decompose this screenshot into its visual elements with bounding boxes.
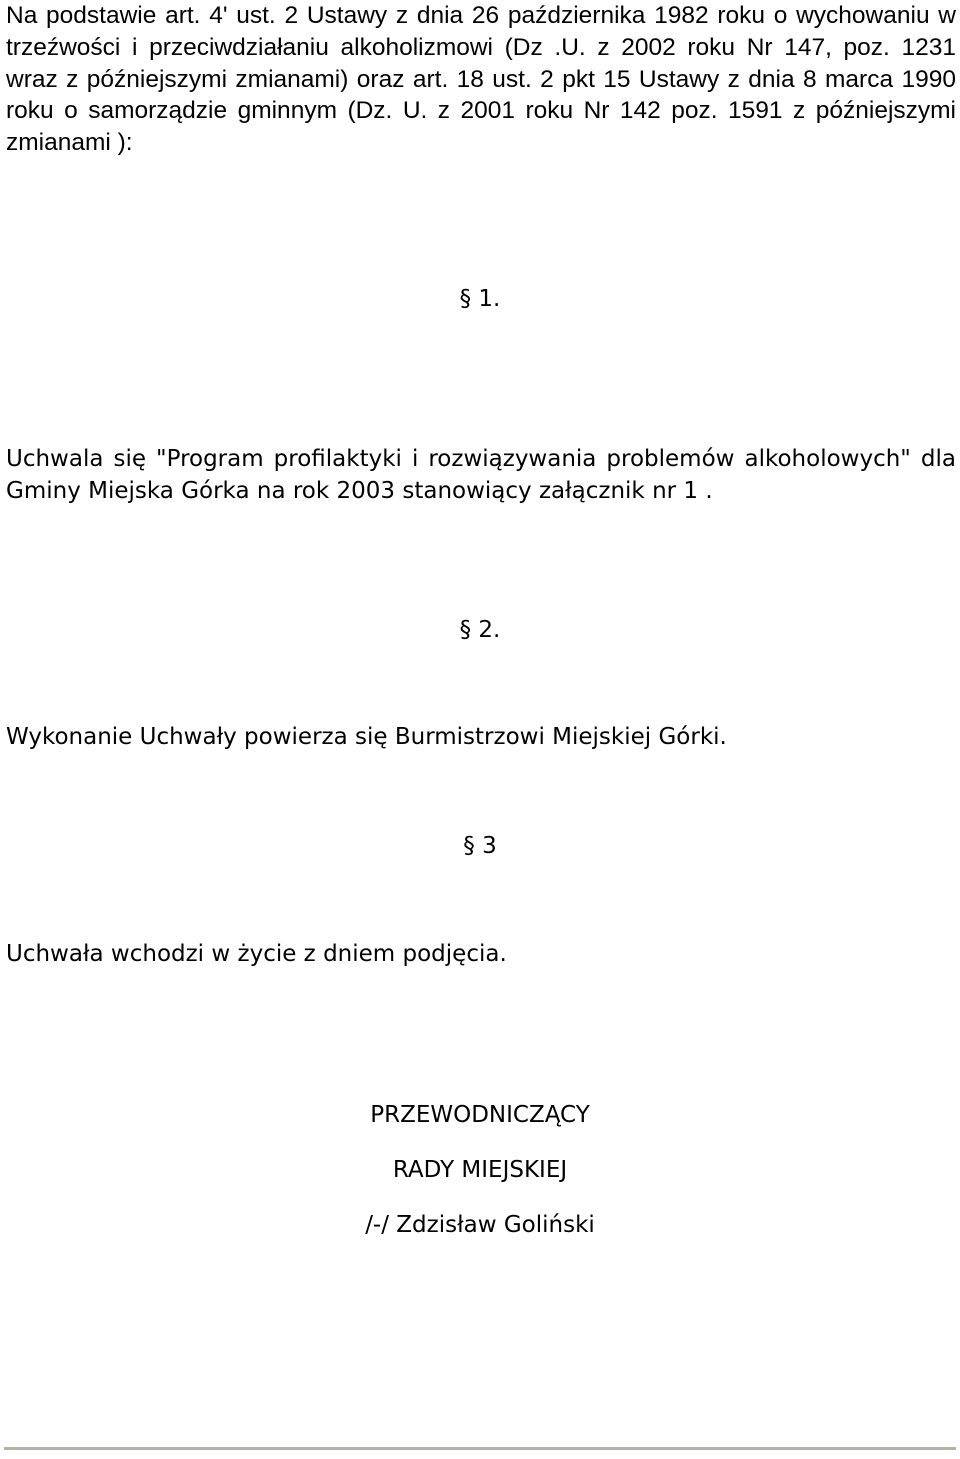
bottom-divider	[4, 1447, 956, 1450]
section-3-text: Uchwała wchodzi w życie z dniem podjęcia.	[6, 941, 507, 967]
section-1-heading: § 1.	[459, 286, 501, 312]
section-3-heading: § 3	[463, 833, 497, 859]
legal-basis-preamble: Na podstawie art. 4' ust. 2 Ustawy z dnia 26 października 1982 roku o wychowaniu w trzeźwości i przeciwdziałaniu alkoholizmowi (Dz .U. z 2002 roku Nr 147, poz. 1231 wraz z późniejszymi zmianami) oraz art. 18 ust. 2 pkt 15 Ustawy z dnia 8 marca 1990 roku o samorządzie gminnym (Dz. U. z 2001 roku Nr 142 poz. 1591 z późniejszymi zmianami ):	[6, 2, 956, 157]
section-2-text: Wykonanie Uchwały powierza się Burmistrzowi Miejskiej Górki.	[6, 724, 727, 750]
signature-name: /-/ Zdzisław Goliński	[365, 1212, 595, 1238]
signature-council: RADY MIEJSKIEJ	[392, 1157, 568, 1183]
section-2-heading: § 2.	[459, 617, 501, 643]
signature-title: PRZEWODNICZĄCY	[370, 1102, 590, 1128]
section-1-text: Uchwala się "Program profilaktyki i rozwiązywania problemów alkoholowych" dla Gminy Miejska Górka na rok 2003 stanowiący załącznik nr 1 .	[6, 446, 956, 504]
